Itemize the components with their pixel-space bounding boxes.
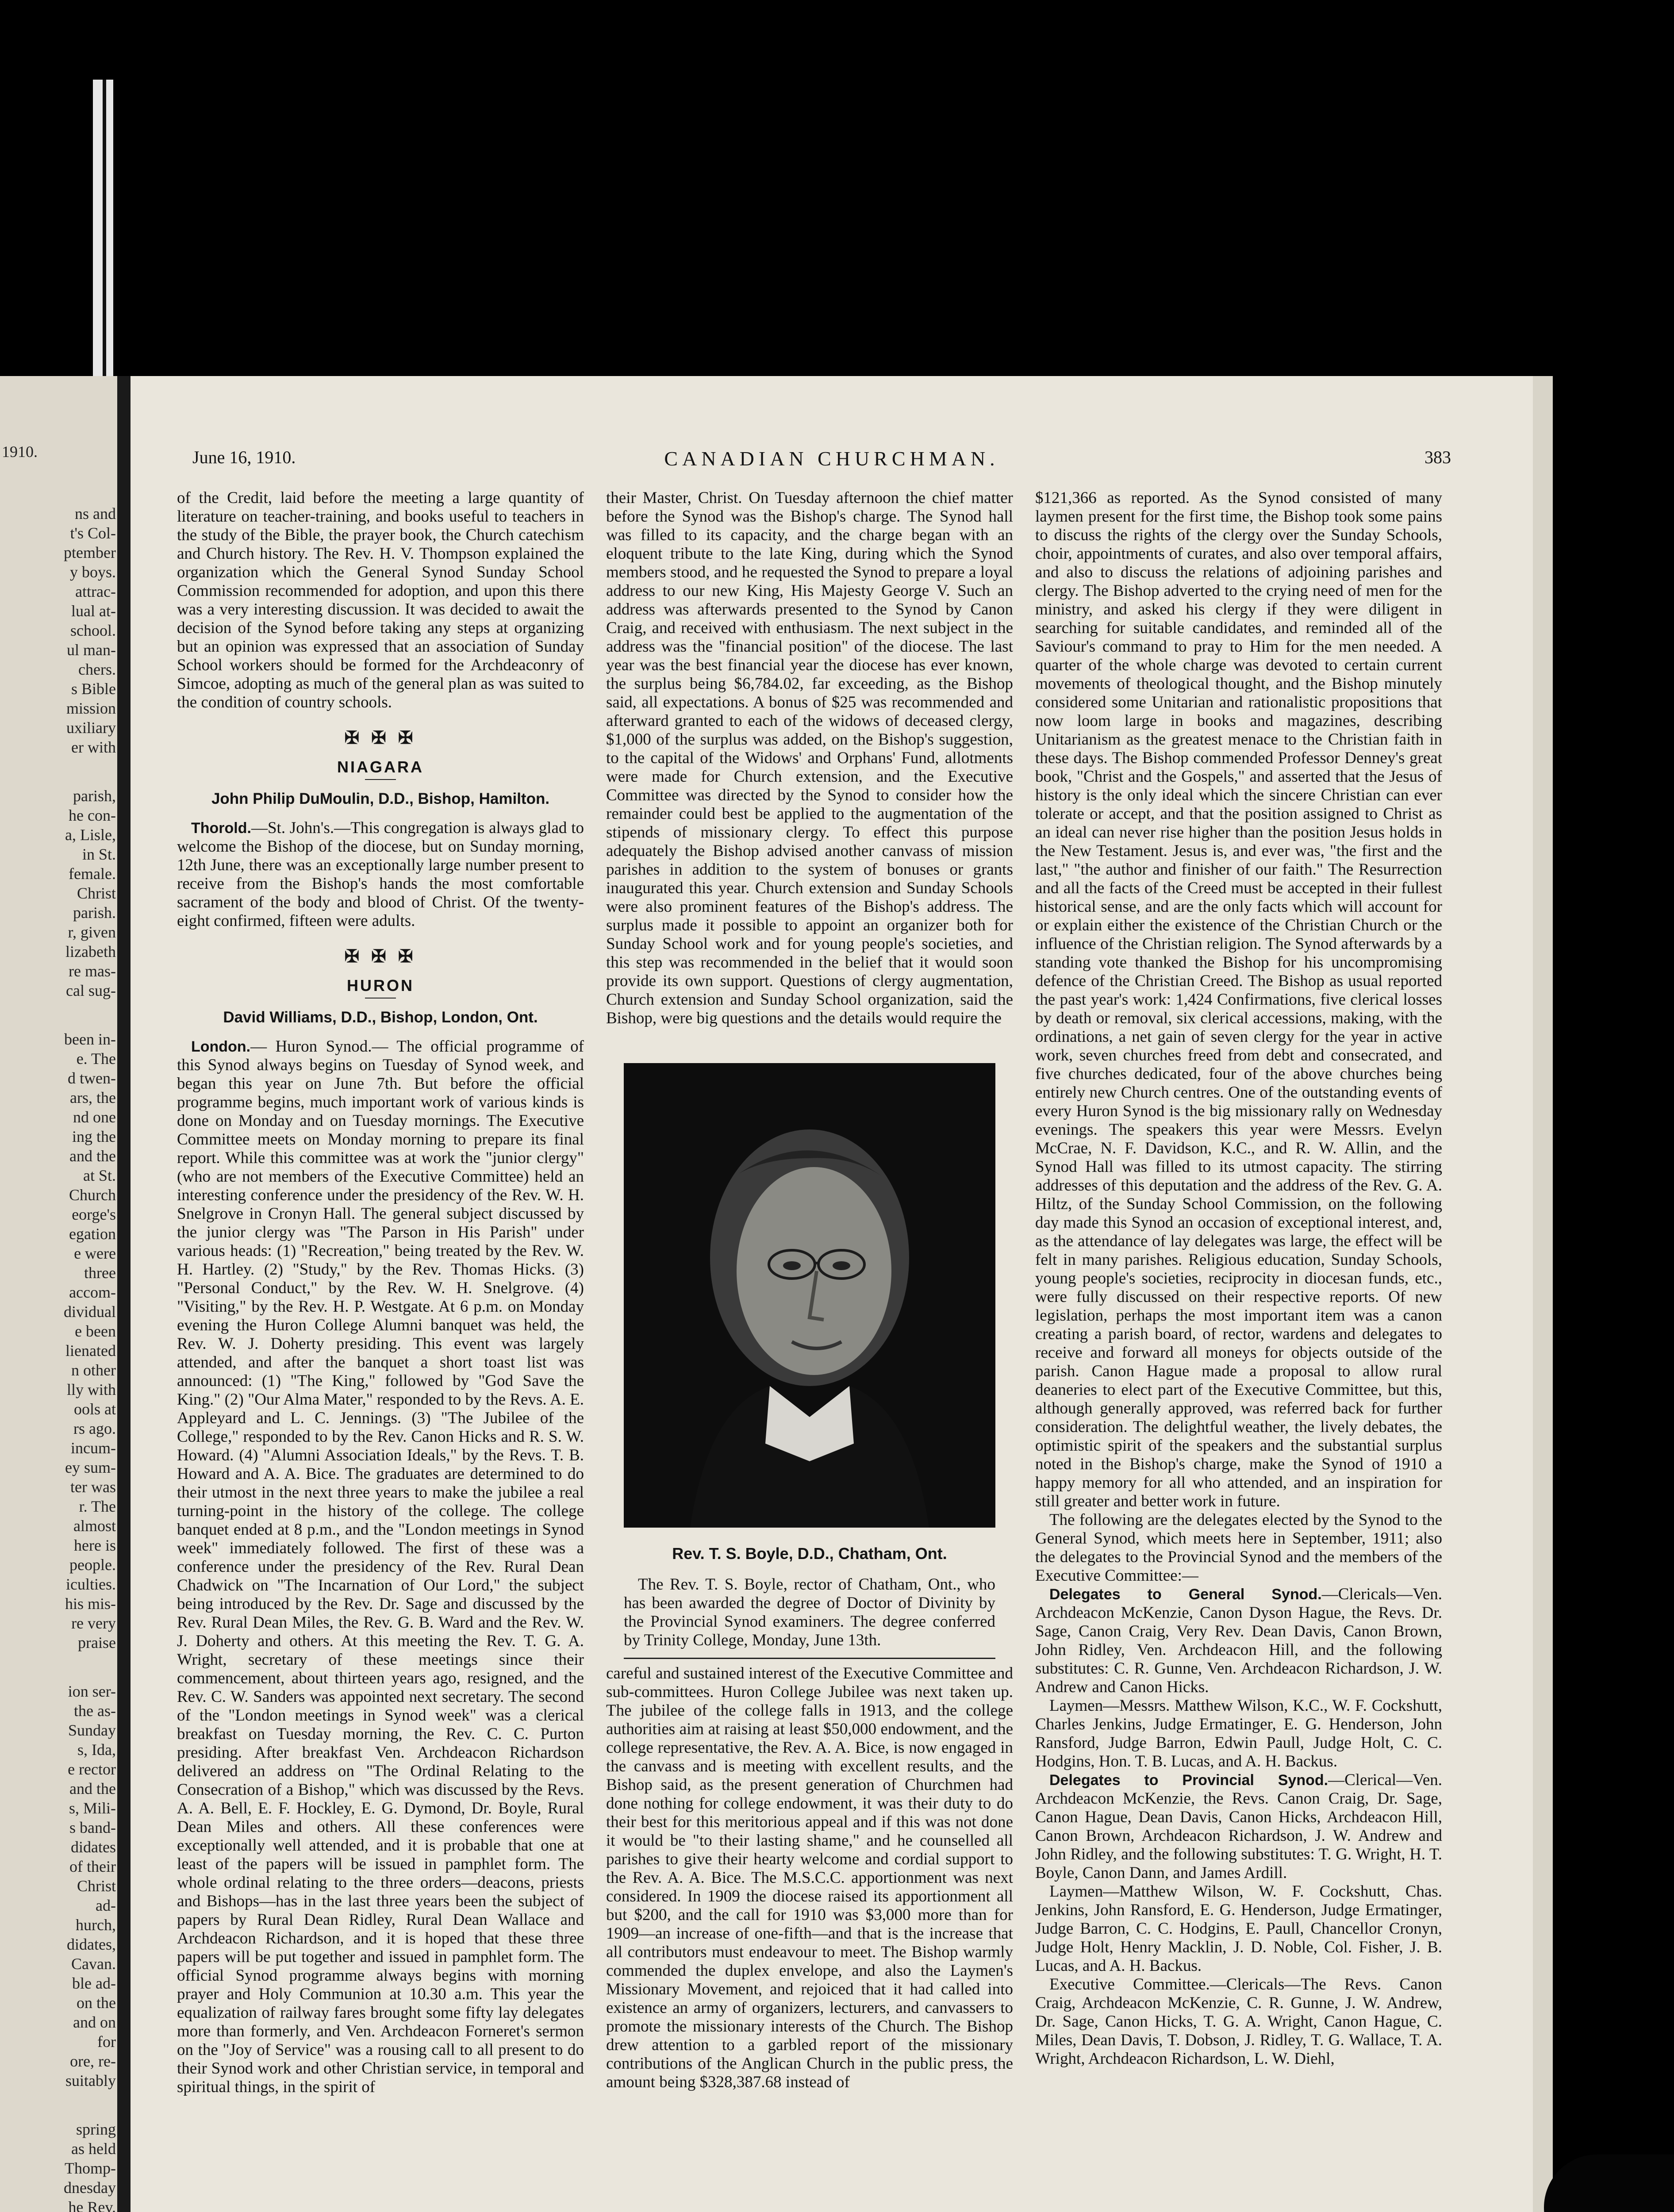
facing-page-fragment: female. — [69, 865, 116, 883]
facing-page-fragment: mission — [66, 699, 116, 717]
general-synod-laymen: Laymen—Messrs. Matthew Wilson, K.C., W. F. Cockshutt, Charles Jenkins, Judge Ermatinger, E. G. Henderson, John Ransford, Judge Barron, Edwin Paull, Judge Holt, C. C. Hodgins, Hon. T. B. Lucas, and A. H. Backus. — [1035, 1697, 1442, 1770]
facing-page-fragment: at St. — [83, 1167, 116, 1184]
portrait-illustration — [624, 1063, 995, 1528]
facing-page-fragment: Cavan. — [71, 1955, 116, 1973]
section-separator: ✠ ✠ ✠ — [344, 728, 417, 748]
facing-page-fragment: ul man- — [67, 641, 116, 659]
page-gutter — [117, 376, 131, 2212]
facing-page-fragment: almost — [73, 1517, 116, 1535]
facing-page-fragment: iculties. — [66, 1575, 116, 1593]
facing-page-fragment: for — [97, 2033, 116, 2051]
facing-page-fragment: re very — [71, 1614, 116, 1632]
facing-page-fragment: s, Mili- — [69, 1799, 116, 1817]
scanner-thumb — [1544, 2154, 1674, 2212]
facing-page-year: 1910. — [2, 443, 38, 461]
facing-page-fragment: s band- — [69, 1819, 116, 1836]
facing-page-fragment: suitably — [65, 2072, 116, 2089]
facing-page-fragment: ing the — [72, 1128, 116, 1145]
section-heading-niagara: NIAGARA — [337, 758, 424, 776]
page-number: 383 — [1424, 447, 1451, 467]
facing-page-fragment: e were — [74, 1244, 116, 1262]
facing-page-fragment: s, Ida, — [77, 1741, 116, 1759]
general-synod-text: —Clericals—Ven. Archdeacon McKenzie, Canon Dyson Hague, the Revs. Dr. Sage, Canon Craig, Very Rev. Dean Davis, Canon Brown, John Ridley, Ven. Archdeacon Hill, and the following substitutes: C. R. Gunne, Ven. Archdeacon Richardson, J. W. Andrew and Canon Hicks. — [1035, 1585, 1442, 1696]
facing-page-fragment: on the — [77, 1994, 116, 2012]
facing-page-fragment: he con- — [69, 806, 116, 824]
facing-page-fragment: incum- — [71, 1439, 116, 1457]
facing-page-fragment: cal sug- — [66, 982, 116, 999]
facing-page-fragment: n other — [71, 1361, 116, 1379]
facing-page-fragment: didates, — [67, 1936, 116, 1953]
facing-page-fragment: Church — [69, 1186, 116, 1204]
facing-page-fragment: attrac- — [75, 583, 116, 600]
facing-page-fragment: of their — [69, 1858, 116, 1875]
facing-page-fragment: his mis- — [65, 1595, 116, 1613]
london-paragraph — [177, 1037, 584, 2097]
facing-page-fragment: three — [84, 1264, 116, 1282]
facing-page-fragment: in St. — [82, 845, 116, 863]
facing-page-fragment: and the — [69, 1147, 116, 1165]
facing-page-fragment: ns and — [75, 505, 116, 522]
general-synod-paragraph — [1035, 1585, 1442, 1697]
section-heading-huron: HURON — [347, 976, 414, 995]
facing-page-fragment: r, given — [68, 923, 116, 941]
column-2 — [606, 489, 1013, 2092]
facing-page-fragment: re mas- — [69, 962, 116, 980]
provincial-synod-paragraph — [1035, 1771, 1442, 1882]
facing-page-fragment: uxiliary — [66, 719, 116, 737]
bishop-line-niagara: John Philip DuMoulin, D.D., Bishop, Hamilton. — [211, 790, 550, 807]
facing-page — [0, 376, 117, 2212]
portrait-figure — [624, 1063, 995, 1659]
facing-page-fragment: ter was — [70, 1478, 116, 1496]
facing-page-fragment: Christ — [77, 1877, 116, 1895]
facing-page-fragment: ey sum- — [65, 1459, 116, 1476]
masthead: CANADIAN CHURCHMAN. — [664, 447, 999, 470]
thorold-lead: Thorold. — [191, 820, 251, 837]
facing-page-fragment: s Bible — [71, 680, 116, 698]
synod-charge-paragraph: their Master, Christ. On Tuesday afternoon the chief matter before the Synod was the Bishop's charge. The Synod hall was filled to its capacity, and the charge began with an eloquent tribute to the late King, during which the Synod members stood, and he requested the Synod to prepare a loyal address to our new King, His Majesty George V. Such an address was afterwards presented to the Synod by Canon Craig, and received with enthusiasm. The next subject in the address was the "financial position" of the diocese. The last year was the best financial year the diocese has ever known, the surplus being $6,784.02, far exceeding, as the Bishop said, all expectations. A bonus of $25 was recommended and afterward granted to each of the widows of deceased clergy, $1,000 of the surplus was added, on the Bishop's suggestion, to the capital of the Widows' and Orphans' Fund, allotments were made for Church extension, and the Executive Committee was directed by the Synod to consider how the remainder could best be applied to the augmentation of the stipends of missionary clergy. To effect this purpose adequately the Bishop advised another canvass of mission parishes in addition to the system of bonuses or grants inaugurated this year. Church extension and Sunday Schools were also prominent features of the Bishop's address. The surplus made it possible to appoint an organizer both for Sunday School work and for young people's societies, and this step was recommended in the belief that it would soon provide its own support. Questions of clergy augmentation, Church extension and Sunday School organization, said the Bishop, were big questions and the details would require the — [606, 489, 1013, 1027]
provincial-synod-lead: Delegates to Provincial Synod. — [1049, 1772, 1328, 1789]
facing-page-fragment: accom- — [69, 1283, 116, 1301]
portrait-note: The Rev. T. S. Boyle, rector of Chatham, Ont., who has been awarded the degree of Doctor of Divinity by the Provincial Synod examiners. The degree conferred by Trinity College, Monday, June 13th. — [624, 1575, 995, 1649]
facing-page-fragment: he Rev. — [68, 2198, 116, 2212]
facing-page-fragment: dividual — [64, 1303, 116, 1321]
london-text: — Huron Synod.— The official programme of this Synod always begins on Tuesday of Synod week, and began this year on June 7th. But before the official programme begins, much important work of various kinds is done on Monday and on Tuesday mornings. The Executive Committee meets on Monday morning to prepare its final report. While this committee was at work the "junior clergy" (who are not members of the Executive Committee) held an interesting conference under the presidency of the Rev. W. H. Snelgrove in Cronyn Hall. The general subject discussed by the junior clergy was "The Parson in His Parish" under various heads: (1) "Recreation," being treated by the Rev. W. H. Hartley. (2) "Study," by the Rev. Thomas Hicks. (3) "Personal Conduct," by the Rev. W. H. Snelgrove. (4) "Visiting," by the Rev. H. P. Westgate. At 6 p.m. on Monday evening the Huron College Alumni banquet was held, the Rev. W. J. Doherty presiding. This event was largely attended, and after the banquet a short toast list was announced: (1) "The King," followed by "God Save the King." (2) "Our Alma Mater," responded to by the Revs. A. E. Appleyard and L. C. Jennings. (3) "The Jubilee of the College," responded to by the Rev. Canon Hicks and R. S. W. Howard. (4) "Alumni Association Ideals," by the Revs. T. B. Howard and A. A. Bice. The graduates are determined to do their utmost in the next three years to make the jubilee a real turning-point in the history of the college. The college banquet ended at 8 p.m., and the "London meetings in Synod week" immediately followed. The first of these was a conference under the presidency of the Rev. Rural Dean Chadwick on "The Incarnation of Our Lord," the subject being introduced by the Rev. Dr. Sage and discussed by the Rev. Rural Dean Miles, the Rev. G. B. Ward and the Rev. W. J. Doherty and others. At this meeting the Rev. T. G. A. Wright, secretary of these meetings since their commencement, about thirteen years ago, resigned, and the Rev. C. W. Sanders was appointed next secretary. The second of the "London meetings in Synod week" was a clerical breakfast on Tuesday morning, the Rev. C. C. Purton presiding. After breakfast Ven. Archdeacon Richardson delivered an address on "The Ordinal Relating to the Consecration of a Bishop," which was discussed by the Revs. A. A. Bell, E. F. Hockley, E. G. Dymond, Dr. Boyle, Rural Dean Miles and others. All these conferences were exceptionally well attended, and it is probable that one at least of the papers will be issued in pamphlet form. The whole ordinal relating to the three orders—deacons, priests and Bishops—has in the last three years been the subject of papers by Rural Dean Ridley, Rural Dean Wallace and Archdeacon Richardson, and it is hoped that these three papers will be put together and issued in pamphlet form. The official Synod programme always begins with morning prayer and Holy Communion at 10.30 a.m. This year the equalization of railway fares brought some fifty lay delegates more than formerly, and Ven. Archdeacon Forneret's sermon on the "Joy of Service" was a rousing call to all present to do their Synod work and other Christian service, in temporal and spiritual things, in the spirit of — [177, 1037, 584, 2096]
column-1 — [177, 489, 584, 2097]
facing-page-fragment: ore, re- — [70, 2052, 116, 2070]
column-3 — [1035, 489, 1442, 2068]
facing-page-fragment: parish, — [73, 787, 116, 805]
newspaper-page — [131, 376, 1533, 2212]
facing-page-fragment: rs ago. — [73, 1420, 116, 1437]
facing-page-fragment: and on — [73, 2013, 116, 2031]
facing-page-fragment: hurch, — [76, 1916, 116, 1934]
facing-page-fragment: r. The — [79, 1498, 116, 1515]
facing-page-fragment: Christ — [77, 884, 116, 902]
facing-page-fragment: e been — [75, 1322, 116, 1340]
facing-page-fragment: spring — [76, 2120, 116, 2138]
facing-page-fragment: t's Col- — [70, 524, 116, 542]
facing-page-fragment: lly with — [66, 1381, 116, 1398]
portrait-photo — [624, 1063, 995, 1528]
facing-page-fragment: here is — [74, 1536, 116, 1554]
facing-page-fragment: as held — [71, 2140, 116, 2158]
page-right-edge — [1533, 376, 1553, 2212]
thorold-paragraph — [177, 819, 584, 930]
facing-page-fragment: nd one — [73, 1108, 116, 1126]
general-synod-lead: Delegates to General Synod. — [1049, 1586, 1322, 1603]
facing-page-fragment: egation — [69, 1225, 116, 1243]
provincial-synod-laymen: Laymen—Matthew Wilson, W. F. Cockshutt, Chas. Jenkins, John Ransford, E. G. Henderson, Judge Ermatinger, Judge Barron, C. C. Hodgins, E. Paull, Chancellor Cronyn, Judge Holt, Henry Macklin, J. D. Noble, Col. Fisher, J. B. Lucas, and A. H. Backus. — [1035, 1882, 1442, 1975]
provincial-synod-text: —Clerical—Ven. Archdeacon McKenzie, the Revs. Canon Craig, Dr. Sage, Canon Hague, Dean Davis, Canon Hicks, Archdeacon Hill, Canon Brown, Archdeacon Richardson, J. W. Andrew and John Ridley, and the following substitutes: T. G. Wright, H. T. Boyle, Canon Dann, and James Ardill. — [1035, 1771, 1442, 1882]
facing-page-fragment: Thomp- — [65, 2159, 116, 2177]
bishop-report-paragraph: $121,366 as reported. As the Synod consisted of many laymen present for the first time, the Bishop took some pains to discuss the rights of the clergy over the Sunday Schools, choir, appointments of curates, and also over temporal affairs, and also to discuss the relations of adjoining parishes and clergy. The Bishop adverted to the crying need of men for the ministry, and asked his clergy if they were diligent in searching for suitable candidates, and reminded all of the Saviour's command to pray to Him for the men needed. A quarter of the whole charge was devoted to certain current movements of theological thought, and the Bishop minutely considered some Unitarian and rationalistic propositions that now loom large in books and magazines, describing Unitarianism as the greatest menace to the Christian faith in these days. The Bishop commended Professor Denney's great book, "Christ and the Gospels," and asserted that the Jesus of history is the only ideal which the sincere Christian can ever tolerate or accept, and that the position assigned to Christ as an ideal can never rise higher than the position Jesus holds in the New Testament. Jesus is, and ever was, "the first and the last," "the author and finisher of our faith." The Resurrection and all the facts of the Creed must be accepted in their fullest historical sense, and are the only facts which will account for or explain either the existence of the Christian Church or the influence of the Christian religion. The Synod afterwards by a standing vote thanked the Bishop for his uncompromising defence of the Christian Creed. The Bishop as usual reported the past year's work: 1,424 Confirmations, five clerical losses by death or removal, six clerical accessions, making, with the ordinations, a net gain of seven clergy for the year in active work, seven churches freed from debt and consecrated, and five churches dedicated, four of the above churches being entirely new Church centres. One of the outstanding events of every Huron Synod is the big missionary rally on Wednesday evenings. The speakers this year were Messrs. Evelyn McCrae, N. F. Davidson, K.C., and R. W. Allin, and the Synod Hall was filled to its utmost capacity. The stirring addresses of this deputation and the address of the Rev. G. A. Hiltz, of the Sunday School Commission, on the following day made this Synod an occasion of exceptional interest, and, as the attendance of lay delegates was large, the effect will be felt in many parishes. Religious education, Sunday Schools, young people's societies, reciprocity in diocesan funds, etc., were fully discussed on their respective reports. Of new legislation, perhaps the most important item was a canon creating a parish board, of rector, wardens and delegates to receive and forward all moneys for objects outside of the parish. Canon Hague made a proposal to allow rural deaneries to elect part of the Executive Committee, but this, although generally approved, was referred back for further consideration. The delightful weather, the lively debates, the optimistic spirit of the speakers and the substantial surplus noted in the Bishop's charge, make the Synod of 1910 a happy memory for all who attended, and an inspiration for still greater and better work in future. — [1035, 489, 1442, 1510]
facing-page-fragment: ptember — [64, 544, 116, 561]
facing-page-fragment: been in- — [64, 1030, 116, 1048]
facing-page-fragment: parish. — [73, 904, 116, 922]
facing-page-fragment: y boys. — [69, 563, 116, 581]
facing-page-fragment: lual at- — [71, 602, 116, 620]
facing-page-fragment: e. The — [76, 1050, 116, 1068]
bishop-line-huron: David Williams, D.D., Bishop, London, Ont. — [223, 1009, 538, 1026]
caption-rule — [624, 1658, 995, 1659]
facing-page-fragment: chers. — [78, 661, 116, 678]
facing-page-fragment: and the — [69, 1780, 116, 1797]
facing-page-fragment: d twen- — [68, 1069, 116, 1087]
london-lead: London. — [191, 1038, 251, 1055]
section-separator: ✠ ✠ ✠ — [344, 947, 417, 966]
facing-page-fragment: school. — [70, 622, 116, 639]
facing-page-fragment: people. — [69, 1556, 116, 1574]
facing-page-fragment: praise — [78, 1634, 116, 1651]
facing-page-fragment: ad- — [96, 1897, 116, 1914]
executive-committee-paragraph: Executive Committee.—Clericals—The Revs. Canon Craig, Archdeacon McKenzie, C. R. Gunne, J. W. Andrew, Dr. Sage, Canon Hicks, T. G. A. Wright, Canon Hague, C. Miles, Dean Davis, T. Dobson, J. Ridley, T. G. Wallace, T. A. Wright, Archdeacon Richardson, L. W. Diehl, — [1035, 1975, 1442, 2068]
college-jubilee-paragraph: careful and sustained interest of the Executive Committee and sub-committees. Huron College Jubilee was next taken up. The jubilee of the college falls in 1913, and the college authorities aim at raising at least $50,000 endowment, and the college representative, the Rev. A. A. Bice, is now engaged in the canvass and is meeting with excellent results, and the Bishop said, as the present generation of Churchmen had done nothing for college endowment, it was their duty to do their best for this meritorious appeal and if this was not done it would be "to their lasting shame," and he counselled all parishes to give their hearty welcome and cordial support to the Rev. A. A. Bice. The M.S.C.C. apportionment was next considered. In 1909 the diocese raised its apportionment all but $200, and the call for 1910 was $3,000 more than for 1909—an increase of one-fifth—and that is the increase that all contributors must endeavour to meet. The Bishop warmly commended the duplex envelope, and also the Laymen's Missionary Movement, and rejoiced that it had called into existence an army of organizers, lecturers, and canvassers to promote the missionary interests of the Church. The Bishop drew attention to a garbled report of the missionary contributions of the Anglican Church in the public press, the amount being $328,387.68 instead of — [606, 1664, 1013, 2091]
heading-rule — [365, 779, 396, 780]
article-continuation: of the Credit, laid before the meeting a large quantity of literature on teacher-training, and books useful to teachers in the study of the Bible, the prayer book, the Church catechism and Church history. The Rev. H. V. Thompson explained the organization which the General Synod Sunday School Commission recommended for adoption, and upon this there was a very interesting discussion. It was decided to await the decision of the Synod before taking any steps at organizing but an opinion was expressed that an association of Sunday School workers should be formed for the Archdeaconry of Simcoe, adopting as much of the general plan as was suited to the condition of country schools. — [177, 489, 584, 711]
facing-page-fragment: ble ad- — [72, 1974, 116, 1992]
facing-page-fragment: e rector — [68, 1760, 116, 1778]
facing-page-fragment: ion ser- — [68, 1682, 116, 1700]
delegates-intro: The following are the delegates elected by the Synod to the General Synod, which meets here in September, 1911; also the delegates to the Provincial Synod and the members of the Executive Committee:— — [1035, 1511, 1442, 1585]
facing-page-fragment: eorge's — [72, 1206, 116, 1223]
facing-page-fragment: ools at — [74, 1400, 116, 1418]
issue-date: June 16, 1910. — [192, 447, 296, 467]
facing-page-fragment: a, Lisle, — [65, 826, 116, 844]
facing-page-fragment: er with — [71, 738, 116, 756]
thorold-text: —St. John's.—This congregation is always glad to welcome the Bishop of the diocese, but on Sunday morning, 12th June, there was an exceptionally large number present to receive from the Bishop's hands the most comfortable sacrament of the body and blood of Christ. Of the twenty-eight confirmed, fifteen were adults. — [177, 819, 584, 930]
facing-page-fragment: dnesday — [64, 2179, 116, 2197]
facing-page-fragment: Sunday — [68, 1721, 116, 1739]
running-header — [131, 447, 1533, 478]
facing-page-fragment: lizabeth — [65, 943, 116, 960]
portrait-caption: Rev. T. S. Boyle, D.D., Chatham, Ont. — [672, 1544, 947, 1563]
facing-page-fragment: didates — [71, 1838, 116, 1856]
facing-page-fragment: lienated — [65, 1342, 116, 1359]
facing-page-fragment: the as- — [74, 1702, 116, 1720]
facing-page-fragment: ars, the — [70, 1089, 116, 1106]
